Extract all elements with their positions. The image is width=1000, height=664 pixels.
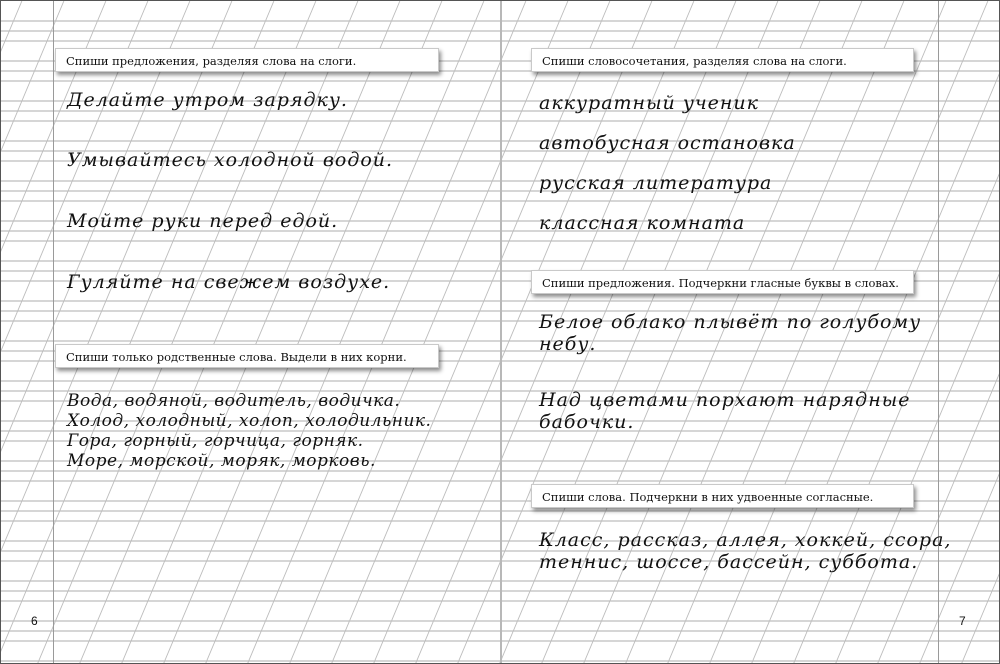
right-task-2-line: Белое облако плывёт по голубому [539, 311, 922, 333]
right-task-1-line: классная комната [539, 212, 746, 234]
page-number-left: 6 [31, 614, 38, 628]
right-task-2-line: бабочки. [539, 411, 635, 433]
left-task-1-line: Умывайтесь холодной водой. [67, 149, 394, 171]
left-task-1-instruction: Спиши предложения, разделяя слова на слоги. [55, 48, 439, 72]
slant-line [1, 1, 22, 664]
right-task-1-line: русская литература [539, 172, 773, 194]
left-task-1-line: Мойте руки перед едой. [67, 210, 339, 232]
right-task-1-line: аккуратный ученик [539, 92, 759, 114]
left-task-2-line: Вода, водяной, водитель, водичка. [67, 391, 401, 411]
right-task-3-line: Класс, рассказ, аллея, хоккей, ссора, [539, 529, 952, 551]
left-margin-line [53, 1, 54, 664]
right-task-2-line: небу. [539, 333, 597, 355]
right-task-2-line: Над цветами порхают нарядные [539, 389, 911, 411]
right-margin-line [938, 1, 939, 664]
book-spine [500, 1, 502, 664]
right-task-3-instruction: Спиши слова. Подчеркни в них удвоенные согласные. [531, 484, 914, 508]
slant-line [961, 1, 1000, 664]
page-number-right: 7 [959, 614, 966, 628]
left-task-2-line: Холод, холодный, холоп, холодильник. [67, 411, 432, 431]
right-task-3-line: теннис, шоссе, бассейн, суббота. [539, 551, 919, 573]
left-task-2-line: Море, морской, моряк, морковь. [67, 451, 376, 471]
left-task-2-line: Гора, горный, горчица, горняк. [67, 431, 364, 451]
slant-line [1, 1, 64, 664]
left-task-1-line: Делайте утром зарядку. [67, 89, 348, 111]
right-task-1-line: автобусная остановка [539, 132, 796, 154]
right-task-1-instruction: Спиши словосочетания, разделяя слова на слоги. [531, 48, 914, 72]
left-task-2-instruction: Спиши только родственные слова. Выдели в них корни. [55, 344, 439, 368]
right-task-2-instruction: Спиши предложения. Подчеркни гласные буквы в словах. [531, 270, 914, 294]
left-task-1-line: Гуляйте на свежем воздухе. [67, 271, 391, 293]
